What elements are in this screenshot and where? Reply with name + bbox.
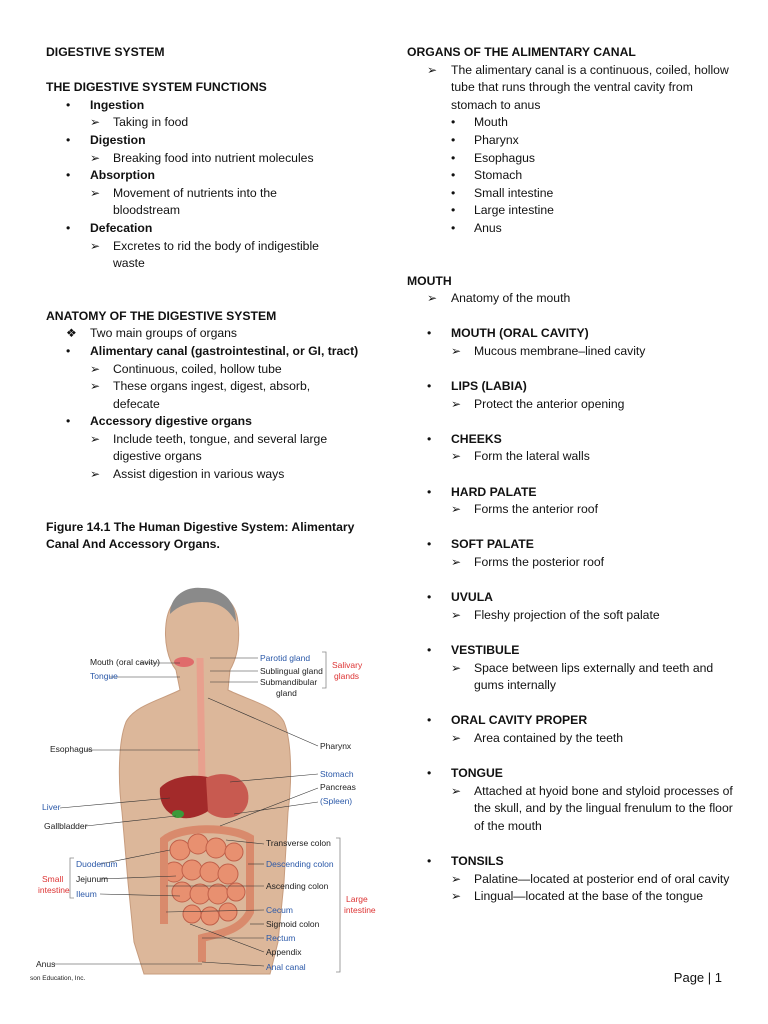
organ-item: • Mouth [407, 114, 737, 132]
part-detail: ➢ Attached at hyoid bone and styloid processes of the skull, and by the lingual frenulum to the floor of the mouth [451, 783, 733, 833]
part-item: • TONSILS [407, 853, 737, 871]
bullet-icon: • [427, 379, 432, 394]
bullet-icon: • [451, 220, 456, 235]
organ-item: • Anus [407, 220, 737, 238]
label-appendix: Appendix [266, 947, 302, 957]
bullet-icon: • [451, 168, 456, 183]
group-label: Accessory digestive organs [90, 414, 252, 429]
label-ascending: Ascending colon [266, 881, 329, 891]
bullet-icon: • [427, 713, 432, 728]
arrow-icon: ➢ [90, 431, 101, 446]
arrow-icon: ➢ [90, 150, 101, 165]
part-detail: ➢ Space between lips externally and teeth and gums internally [451, 660, 714, 693]
label-parotid: Parotid gland [260, 653, 311, 663]
part-item: • MOUTH (ORAL CAVITY) [407, 325, 737, 343]
label-small-intestine: intestine [38, 885, 70, 895]
arrow-icon: ➢ [451, 871, 462, 886]
arrow-icon: ➢ [90, 238, 101, 253]
organ-item: • Small intestine [407, 185, 737, 203]
bullet-icon: • [66, 220, 71, 235]
arrow-icon: ➢ [451, 555, 462, 570]
arrow-icon: ➢ [451, 396, 462, 411]
group-label: Alimentary canal (gastrointestinal, or GI, tract) [90, 343, 359, 358]
bullet-icon: • [451, 132, 456, 147]
function-label: Digestion [90, 132, 146, 147]
label-anus: Anus [36, 959, 56, 969]
label-salivary: Salivary [332, 660, 363, 670]
group-detail: ➢ Include teeth, tongue, and several large digestive organs [90, 431, 328, 464]
function-item [46, 97, 366, 115]
label-ileum: Ileum [76, 889, 97, 899]
label-sublingual: Sublingual gland [260, 666, 323, 676]
label-submandibular-gland: gland [276, 688, 297, 698]
arrow-icon: ➢ [451, 502, 462, 517]
anatomy-intro: ❖ Two main groups of organs [46, 325, 366, 343]
digestive-system-figure [30, 582, 376, 982]
page-number: Page | 1 [673, 970, 722, 985]
function-detail: ➢ Breaking food into nutrient molecules [46, 150, 366, 168]
figure-caption: Figure 14.1 The Human Digestive System: Alimentary Canal And Accessory Organs. [46, 519, 355, 552]
part-detail: ➢ Fleshy projection of the soft palate [407, 607, 737, 625]
bullet-icon: • [451, 115, 456, 130]
part-detail: ➢ Protect the anterior opening [407, 396, 737, 414]
arrow-icon: ➢ [451, 343, 462, 358]
organs-heading: ORGANS OF THE ALIMENTARY CANAL [407, 45, 636, 59]
label-large-intestine: intestine [344, 905, 376, 915]
label-spleen: (Spleen) [320, 796, 353, 806]
label-duodenum: Duodenum [76, 859, 118, 869]
arrow-icon: ➢ [451, 660, 462, 675]
mouth-heading: MOUTH [407, 273, 452, 288]
part-item: • UVULA [407, 589, 737, 607]
esophagus-shape [200, 658, 202, 782]
label-liver: Liver [42, 802, 61, 812]
part-detail: ➢ Forms the posterior roof [407, 554, 737, 572]
function-label: Defecation [90, 220, 153, 235]
function-label: Absorption [90, 168, 155, 183]
label-sigmoid: Sigmoid colon [266, 919, 320, 929]
bullet-icon: • [451, 203, 456, 218]
label-rectum: Rectum [266, 933, 296, 943]
part-detail: ➢ Lingual—located at the base of the tongue [407, 888, 744, 906]
group-detail: ➢ Assist digestion in various ways [46, 466, 366, 484]
part-detail: ➢ Palatine—located at posterior end of oral cavity [407, 871, 734, 889]
arrow-icon: ➢ [451, 607, 462, 622]
bullet-icon: • [427, 766, 432, 781]
bullet-icon: • [66, 132, 71, 147]
label-large: Large [346, 894, 368, 904]
arrow-icon: ➢ [90, 115, 101, 130]
part-item: • ORAL CAVITY PROPER [407, 712, 737, 730]
bullet-icon: • [427, 854, 432, 869]
bullet-icon: • [427, 537, 432, 552]
label-stomach: Stomach [320, 769, 354, 779]
arrow-icon: ➢ [427, 291, 438, 306]
label-cecum: Cecum [266, 905, 293, 915]
label-mouth: Mouth (oral cavity) [90, 657, 160, 667]
label-pancreas: Pancreas [320, 782, 356, 792]
bullet-icon: • [66, 414, 71, 429]
arrow-icon: ➢ [90, 185, 101, 200]
label-anal-canal: Anal canal [266, 962, 306, 972]
arrow-icon: ➢ [451, 730, 462, 745]
organ-item: • Esophagus [407, 150, 737, 168]
function-label: Ingestion [90, 97, 145, 112]
arrow-icon: ➢ [90, 361, 101, 376]
part-detail: ➢ Area contained by the teeth [407, 730, 737, 748]
bullet-icon: • [427, 590, 432, 605]
label-gallbladder: Gallbladder [44, 821, 88, 831]
arrow-icon: ➢ [451, 783, 462, 798]
arrow-icon: ➢ [451, 449, 462, 464]
bullet-icon: • [66, 97, 71, 112]
tongue-shape [174, 657, 194, 667]
left-column [46, 44, 366, 554]
organ-item: • Pharynx [407, 132, 737, 150]
label-submandibular: Submandibular [260, 677, 318, 687]
organs-intro: ➢ The alimentary canal is a continuous, coiled, hollow tube that runs through the ventral cavity from stomach to anus [427, 62, 729, 112]
bullet-icon: • [451, 150, 456, 165]
function-item [46, 220, 366, 238]
part-item: • CHEEKS [407, 431, 737, 449]
arrow-icon: ➢ [90, 467, 101, 482]
mouth-intro: ➢ Anatomy of the mouth [407, 290, 737, 308]
label-transverse: Transverse colon [266, 838, 331, 848]
group-item [46, 343, 366, 361]
function-detail: ➢ Taking in food [46, 114, 366, 132]
bullet-icon: • [427, 326, 432, 341]
function-detail: ➢ Excretes to rid the body of indigestible waste [90, 238, 319, 271]
label-small: Small [42, 874, 64, 884]
right-column [407, 44, 737, 906]
part-item: • SOFT PALATE [407, 536, 737, 554]
arrow-icon: ➢ [427, 62, 438, 77]
bullet-icon: • [427, 643, 432, 657]
part-detail: ➢ Forms the anterior roof [407, 501, 737, 519]
label-esophagus: Esophagus [50, 744, 93, 754]
figure-credit: son Education, Inc. [30, 975, 86, 982]
function-item [46, 132, 366, 150]
organ-item: • Stomach [407, 167, 737, 185]
arrow-icon: ➢ [90, 379, 101, 394]
part-detail: ➢ Form the lateral walls [407, 448, 737, 466]
part-item: • TONGUE [407, 765, 737, 783]
part-item: • VESTIBULE [407, 642, 737, 660]
bullet-icon: • [66, 168, 71, 183]
label-salivary-glands: glands [334, 671, 360, 681]
functions-heading: THE DIGESTIVE SYSTEM FUNCTIONS [46, 80, 267, 95]
function-detail: ➢ Movement of nutrients into the bloodstream [90, 185, 277, 218]
gallbladder-shape [172, 810, 184, 818]
function-item [46, 167, 366, 185]
arrow-icon: ➢ [451, 889, 462, 904]
part-item: • LIPS (LABIA) [407, 378, 737, 396]
bullet-icon: • [66, 343, 71, 358]
group-detail: ➢ These organs ingest, digest, absorb, defecate [90, 379, 311, 411]
label-tongue: Tongue [90, 671, 118, 681]
bullet-icon: • [427, 431, 432, 446]
group-detail: ➢ Continuous, coiled, hollow tube [46, 361, 366, 379]
label-jejunum: Jejunum [76, 874, 109, 884]
diamond-bullet-icon: ❖ [66, 326, 77, 341]
document-title: DIGESTIVE SYSTEM [46, 45, 165, 59]
part-detail: ➢ Mucous membrane–lined cavity [407, 343, 737, 361]
bullet-icon: • [451, 185, 456, 200]
part-item: • HARD PALATE [407, 484, 737, 502]
bullet-icon: • [427, 484, 432, 499]
anatomy-heading: ANATOMY OF THE DIGESTIVE SYSTEM [46, 308, 277, 323]
organ-item: • Large intestine [407, 202, 737, 220]
label-descending: Descending colon [266, 859, 334, 869]
label-pharynx: Pharynx [320, 741, 352, 751]
group-item [46, 413, 366, 431]
